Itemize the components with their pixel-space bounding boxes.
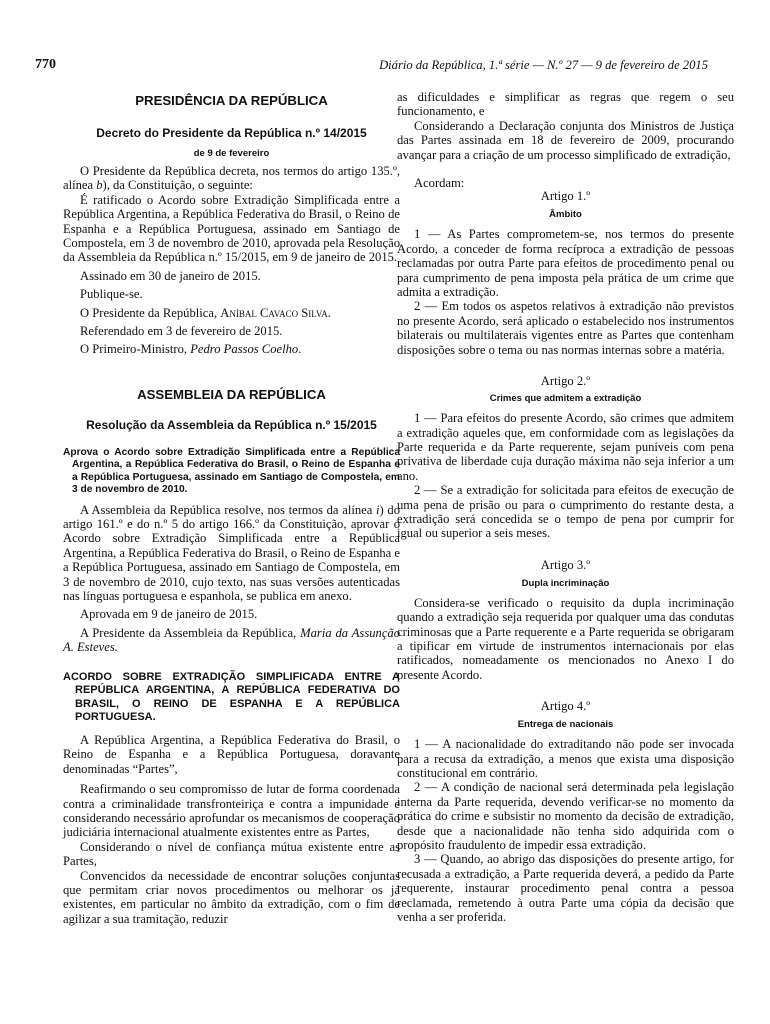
- page-header: [35, 58, 708, 74]
- resolution-summary: Aprova o Acordo sobre Extradição Simplificada entre a República Argentina, a República Federativa do Brasil, o Reino de Espanha e a República Portuguesa, assinado em Santiago de Compostela, em 3 de novembro de 2010.: [63, 446, 400, 496]
- article-1-paragraph-2: 2 — Em todos os aspetos relativos à extradição não previstos no presente Acordo, será aplicado o estabelecido nos instrumentos bilaterais ou multilaterais vigentes entre as Partes que contenham disposições sobre o tema ou nas normas internas sobre a matéria.: [397, 299, 734, 357]
- article-4-paragraph-2: 2 — A condição de nacional será determinada pela legislação interna da Parte requerida, devendo verificar-se no momento da prática do crime e subsistir no momento da decisão de extradição, desde que a nacionalidade não tenha sido adquirida com o propósito fraudulento de impedir essa extradição.: [397, 780, 734, 853]
- decree-president: O Presidente da República, Aníbal Cavaco Silva.: [80, 305, 331, 320]
- article-2-paragraph-1: 1 — Para efeitos do presente Acordo, são crimes que admitem a extradição aqueles que, em conformidade com as legislações da Parte requerida e da Parte requerente, sejam puníveis com pena privativa de liberdade cuja duração máxima não seja inferior a um ano.: [397, 411, 734, 483]
- resolution-approved: Aprovada em 9 de janeiro de 2015.: [80, 607, 258, 622]
- assembly-president: A Presidente da Assembleia da República, Maria da Assunção A. Esteves.: [63, 625, 401, 655]
- agreement-title: ACORDO SOBRE EXTRADIÇÃO SIMPLIFICADA ENTRE A REPÚBLICA ARGENTINA, A REPÚBLICA FEDERATIVA DO BRASIL, O REINO DE ESPANHA E A REPÚBLICA PORTUGUESA.: [63, 670, 400, 724]
- decree-prime-minister: O Primeiro-Ministro, Pedro Passos Coelho.: [80, 342, 302, 357]
- decree-signed: Assinado em 30 de janeiro de 2015.: [80, 268, 261, 283]
- article-2-title: Artigo 2.º: [540, 374, 591, 389]
- decree-date: de 9 de fevereiro: [193, 148, 270, 159]
- recital-continuation: as dificuldades e simplificar as regras que regem o seu funcionamento, e: [397, 90, 734, 119]
- presidency-heading: PRESIDÊNCIA DA REPÚBLICA: [135, 93, 328, 108]
- article-4-paragraph-1: 1 — A nacionalidade do extraditando não pode ser invocada para a recusa da extradição, a menos que exista uma disposição constitucional em contrário.: [397, 737, 734, 780]
- resolution-title: Resolução da Assembleia da República n.º 15/2015: [86, 417, 377, 432]
- article-4-subtitle: Entrega de nacionais: [517, 719, 614, 731]
- article-3-subtitle: Dupla incriminação: [521, 577, 610, 589]
- article-2-paragraph-2: 2 — Se a extradição for solicitada para efeitos de execução de uma pena de prisão ou para o cumprimento do restante desta, a extradição será concedida se o tempo de pena por cumprir for igual ou superior a seis meses.: [397, 483, 734, 541]
- decree-ratification: É ratificado o Acordo sobre Extradição Simplificada entre a República Argentina, a República Federativa do Brasil, o Reino de Espanha e a República Portuguesa, assinado em Santiago de Compostela, em 3 de novembro de 2010, aprovada pela Resolução da Assembleia da República n.º 15/2015, em 9 de janeiro de 2015.: [63, 192, 400, 265]
- article-2-subtitle: Crimes que admitem a extradição: [489, 393, 642, 405]
- article-4-title: Artigo 4.º: [540, 699, 591, 714]
- decree-countersigned: Referendado em 3 de fevereiro de 2015.: [80, 324, 283, 339]
- page-number: 770: [35, 57, 56, 72]
- resolution-body: A Assembleia da República resolve, nos termos da alínea i) do artigo 161.º e do n.º 5 do artigo 166.º da Constituição, aprovar o Acordo sobre Extradição Simplificada entre a República Argentina, a República Federativa do Brasil, o Reino de Espanha e a República Portuguesa, assinado em Santiago de Compostela, em 3 de novembro de 2010, cujo texto, nas suas versões autenticadas nas línguas portuguesa e espanhola, se publica em anexo.: [63, 502, 400, 603]
- article-1-subtitle: Âmbito: [549, 209, 582, 221]
- agreement-recital-1: Reafirmando o seu compromisso de lutar de forma coordenada contra a criminalidade transfronteiriça e contra a impunidade e considerando necessário aprofundar os mecanismos de cooperação judiciária internacional atualmente existentes entre as Partes,: [63, 782, 400, 840]
- decree-title: Decreto do Presidente da República n.º 14/2015: [96, 126, 367, 140]
- agreement-recital-2: Considerando o nível de confiança mútua existente entre as Partes,: [63, 839, 400, 869]
- decree-intro: O Presidente da República decreta, nos termos do artigo 135.º, alínea b), da Constituição, o seguinte:: [63, 164, 400, 193]
- assembly-heading: ASSEMBLEIA DA REPÚBLICA: [137, 386, 326, 402]
- article-3-title: Artigo 3.º: [540, 557, 591, 572]
- article-3-paragraph-1: Considera-se verificado o requisito da dupla incriminação quando a extradição seja requerida por qualquer uma das condutas criminosas que a Parte requerente e a Parte requerida se obrigaram a tipificar em virtude de instrumentos internacionais por elas ratificados, nomeadamente os mencionados no Anexo I do presente Acordo.: [397, 595, 734, 682]
- journal-reference: Diário da República, 1.ª série — N.º 27 — 9 de fevereiro de 2015: [379, 58, 708, 72]
- agreement-parties: A República Argentina, a República Federativa do Brasil, o Reino de Espanha e a República Portuguesa, doravante denominadas “Partes”,: [63, 732, 400, 776]
- decree-publish: Publique-se.: [80, 287, 143, 302]
- agreement-recital-3: Convencidos da necessidade de encontrar soluções conjuntas que permitam criar novos procedimentos ou melhorar os já existentes, em particular no âmbito da extradição, com o fim de agilizar a sua tramitação, reduzir: [63, 868, 400, 926]
- article-4-paragraph-3: 3 — Quando, ao abrigo das disposições do presente artigo, for recusada a extradição, a Parte requerida deverá, a pedido da Parte requerente, instaurar procedimento penal contra a pessoa reclamada, remetendo à outra Parte uma cópia da decisão que venha a ser proferida.: [397, 852, 734, 925]
- recital-declaration: Considerando a Declaração conjunta dos Ministros de Justiça das Partes assinada em 18 de fevereiro de 2009, procurando avançar para a criação de um processo simplificado de extradição,: [397, 118, 734, 162]
- article-1-paragraph-1: 1 — As Partes comprometem-se, nos termos do presente Acordo, a conceder de forma recíproca a extradição de pessoas reclamadas por outra Parte para efeitos de procedimento penal ou para cumprimento de pena imposta pela prática de um crime que admita a extradição.: [397, 227, 734, 300]
- right-column: [397, 90, 734, 924]
- article-1-title: Artigo 1.º: [540, 189, 591, 204]
- agreed-label: Acordam:: [414, 176, 465, 191]
- left-column: [63, 90, 400, 926]
